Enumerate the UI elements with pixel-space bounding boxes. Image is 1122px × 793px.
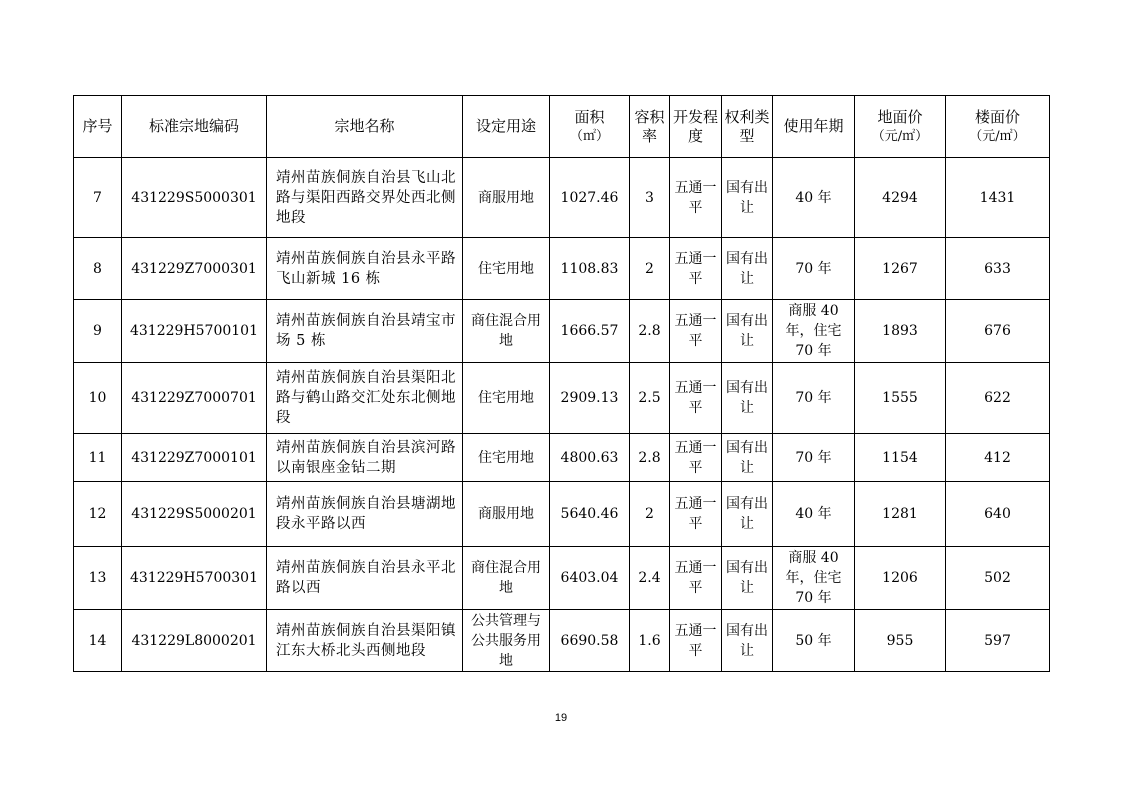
cell-rights: 国有出让 xyxy=(722,482,773,547)
header-floor-price xyxy=(946,96,1050,158)
cell-land-price: 1206 xyxy=(855,547,946,610)
cell-floor-price: 412 xyxy=(946,434,1050,482)
cell-name: 靖州苗族侗族自治县滨河路以南银座金钻二期 xyxy=(267,434,463,482)
cell-name: 靖州苗族侗族自治县永平路飞山新城 16 栋 xyxy=(267,238,463,300)
cell-code: 431229H5700301 xyxy=(122,547,267,610)
cell-rights: 国有出让 xyxy=(722,434,773,482)
cell-name: 靖州苗族侗族自治县渠阳镇江东大桥北头西侧地段 xyxy=(267,610,463,672)
cell-area: 6403.04 xyxy=(550,547,630,610)
cell-far: 2 xyxy=(630,482,670,547)
cell-code: 431229L8000201 xyxy=(122,610,267,672)
cell-use: 商服用地 xyxy=(463,482,550,547)
cell-name: 靖州苗族侗族自治县永平北路以西 xyxy=(267,547,463,610)
land-price-table xyxy=(73,95,1050,672)
cell-area: 6690.58 xyxy=(550,610,630,672)
cell-land-price: 1893 xyxy=(855,300,946,363)
cell-floor-price: 597 xyxy=(946,610,1050,672)
cell-use: 住宅用地 xyxy=(463,434,550,482)
table-row xyxy=(74,434,1050,482)
cell-land-price: 1154 xyxy=(855,434,946,482)
cell-use: 商服用地 xyxy=(463,158,550,238)
cell-code: 431229S5000201 xyxy=(122,482,267,547)
cell-dev: 五通一平 xyxy=(670,610,722,672)
cell-years: 50 年 xyxy=(773,610,855,672)
cell-code: 431229Z7000101 xyxy=(122,434,267,482)
table-row xyxy=(74,482,1050,547)
cell-area: 1027.46 xyxy=(550,158,630,238)
cell-use: 商住混合用地 xyxy=(463,547,550,610)
cell-dev: 五通一平 xyxy=(670,547,722,610)
header-land-price-unit: （元/㎡） xyxy=(871,128,929,144)
cell-use: 商住混合用地 xyxy=(463,300,550,363)
header-floor-price-unit: （元/㎡） xyxy=(969,128,1026,144)
cell-name: 靖州苗族侗族自治县塘湖地段永平路以西 xyxy=(267,482,463,547)
cell-rights: 国有出让 xyxy=(722,547,773,610)
cell-rights: 国有出让 xyxy=(722,300,773,363)
cell-land-price: 955 xyxy=(855,610,946,672)
cell-area: 4800.63 xyxy=(550,434,630,482)
cell-code: 431229Z7000701 xyxy=(122,363,267,434)
header-area xyxy=(550,96,630,158)
cell-dev: 五通一平 xyxy=(670,300,722,363)
cell-area: 1108.83 xyxy=(550,238,630,300)
cell-code: 431229Z7000301 xyxy=(122,238,267,300)
cell-use: 公共管理与公共服务用地 xyxy=(463,610,550,672)
cell-far: 2.4 xyxy=(630,547,670,610)
cell-seq: 13 xyxy=(74,547,122,610)
header-dev: 开发程度 xyxy=(670,96,722,158)
cell-use: 住宅用地 xyxy=(463,238,550,300)
cell-far: 2.5 xyxy=(630,363,670,434)
cell-area: 1666.57 xyxy=(550,300,630,363)
cell-years: 70 年 xyxy=(773,238,855,300)
cell-land-price: 1281 xyxy=(855,482,946,547)
cell-area: 2909.13 xyxy=(550,363,630,434)
cell-rights: 国有出让 xyxy=(722,238,773,300)
cell-dev: 五通一平 xyxy=(670,363,722,434)
header-land-price-label: 地面价 xyxy=(877,107,923,126)
table-header-row xyxy=(74,96,1050,158)
cell-seq: 7 xyxy=(74,158,122,238)
cell-far: 3 xyxy=(630,158,670,238)
table-row xyxy=(74,610,1050,672)
cell-rights: 国有出让 xyxy=(722,610,773,672)
cell-land-price: 1267 xyxy=(855,238,946,300)
cell-code: 431229S5000301 xyxy=(122,158,267,238)
header-name: 宗地名称 xyxy=(267,96,463,158)
table-row xyxy=(74,547,1050,610)
cell-floor-price: 640 xyxy=(946,482,1050,547)
cell-floor-price: 502 xyxy=(946,547,1050,610)
cell-name: 靖州苗族侗族自治县飞山北路与渠阳西路交界处西北侧地段 xyxy=(267,158,463,238)
cell-rights: 国有出让 xyxy=(722,363,773,434)
header-land-price xyxy=(855,96,946,158)
header-use: 设定用途 xyxy=(463,96,550,158)
header-rights: 权利类型 xyxy=(722,96,773,158)
cell-years: 70 年 xyxy=(773,434,855,482)
cell-seq: 10 xyxy=(74,363,122,434)
table-row xyxy=(74,158,1050,238)
cell-dev: 五通一平 xyxy=(670,434,722,482)
cell-seq: 11 xyxy=(74,434,122,482)
cell-floor-price: 622 xyxy=(946,363,1050,434)
cell-floor-price: 1431 xyxy=(946,158,1050,238)
cell-rights: 国有出让 xyxy=(722,158,773,238)
cell-years: 商服 40 年，住宅 70 年 xyxy=(773,547,855,610)
header-years: 使用年期 xyxy=(773,96,855,158)
header-seq: 序号 xyxy=(74,96,122,158)
cell-dev: 五通一平 xyxy=(670,158,722,238)
cell-far: 2.8 xyxy=(630,300,670,363)
cell-far: 2.8 xyxy=(630,434,670,482)
cell-years: 70 年 xyxy=(773,363,855,434)
header-far: 容积率 xyxy=(630,96,670,158)
table-row xyxy=(74,300,1050,363)
page-number: 19 xyxy=(554,712,568,724)
cell-code: 431229H5700101 xyxy=(122,300,267,363)
header-code: 标准宗地编码 xyxy=(122,96,267,158)
header-area-label: 面积 xyxy=(574,107,605,126)
table-row xyxy=(74,238,1050,300)
cell-name: 靖州苗族侗族自治县渠阳北路与鹤山路交汇处东北侧地段 xyxy=(267,363,463,434)
cell-years: 40 年 xyxy=(773,158,855,238)
cell-area: 5640.46 xyxy=(550,482,630,547)
cell-far: 1.6 xyxy=(630,610,670,672)
cell-name: 靖州苗族侗族自治县靖宝市场 5 栋 xyxy=(267,300,463,363)
cell-land-price: 1555 xyxy=(855,363,946,434)
cell-land-price: 4294 xyxy=(855,158,946,238)
cell-years: 商服 40 年，住宅 70 年 xyxy=(773,300,855,363)
cell-seq: 8 xyxy=(74,238,122,300)
cell-seq: 14 xyxy=(74,610,122,672)
table-row xyxy=(74,363,1050,434)
cell-seq: 12 xyxy=(74,482,122,547)
cell-dev: 五通一平 xyxy=(670,482,722,547)
cell-use: 住宅用地 xyxy=(463,363,550,434)
cell-dev: 五通一平 xyxy=(670,238,722,300)
header-area-unit: （㎡） xyxy=(569,128,609,144)
header-floor-price-label: 楼面价 xyxy=(974,107,1020,126)
cell-seq: 9 xyxy=(74,300,122,363)
cell-far: 2 xyxy=(630,238,670,300)
cell-years: 40 年 xyxy=(773,482,855,547)
cell-floor-price: 676 xyxy=(946,300,1050,363)
cell-floor-price: 633 xyxy=(946,238,1050,300)
